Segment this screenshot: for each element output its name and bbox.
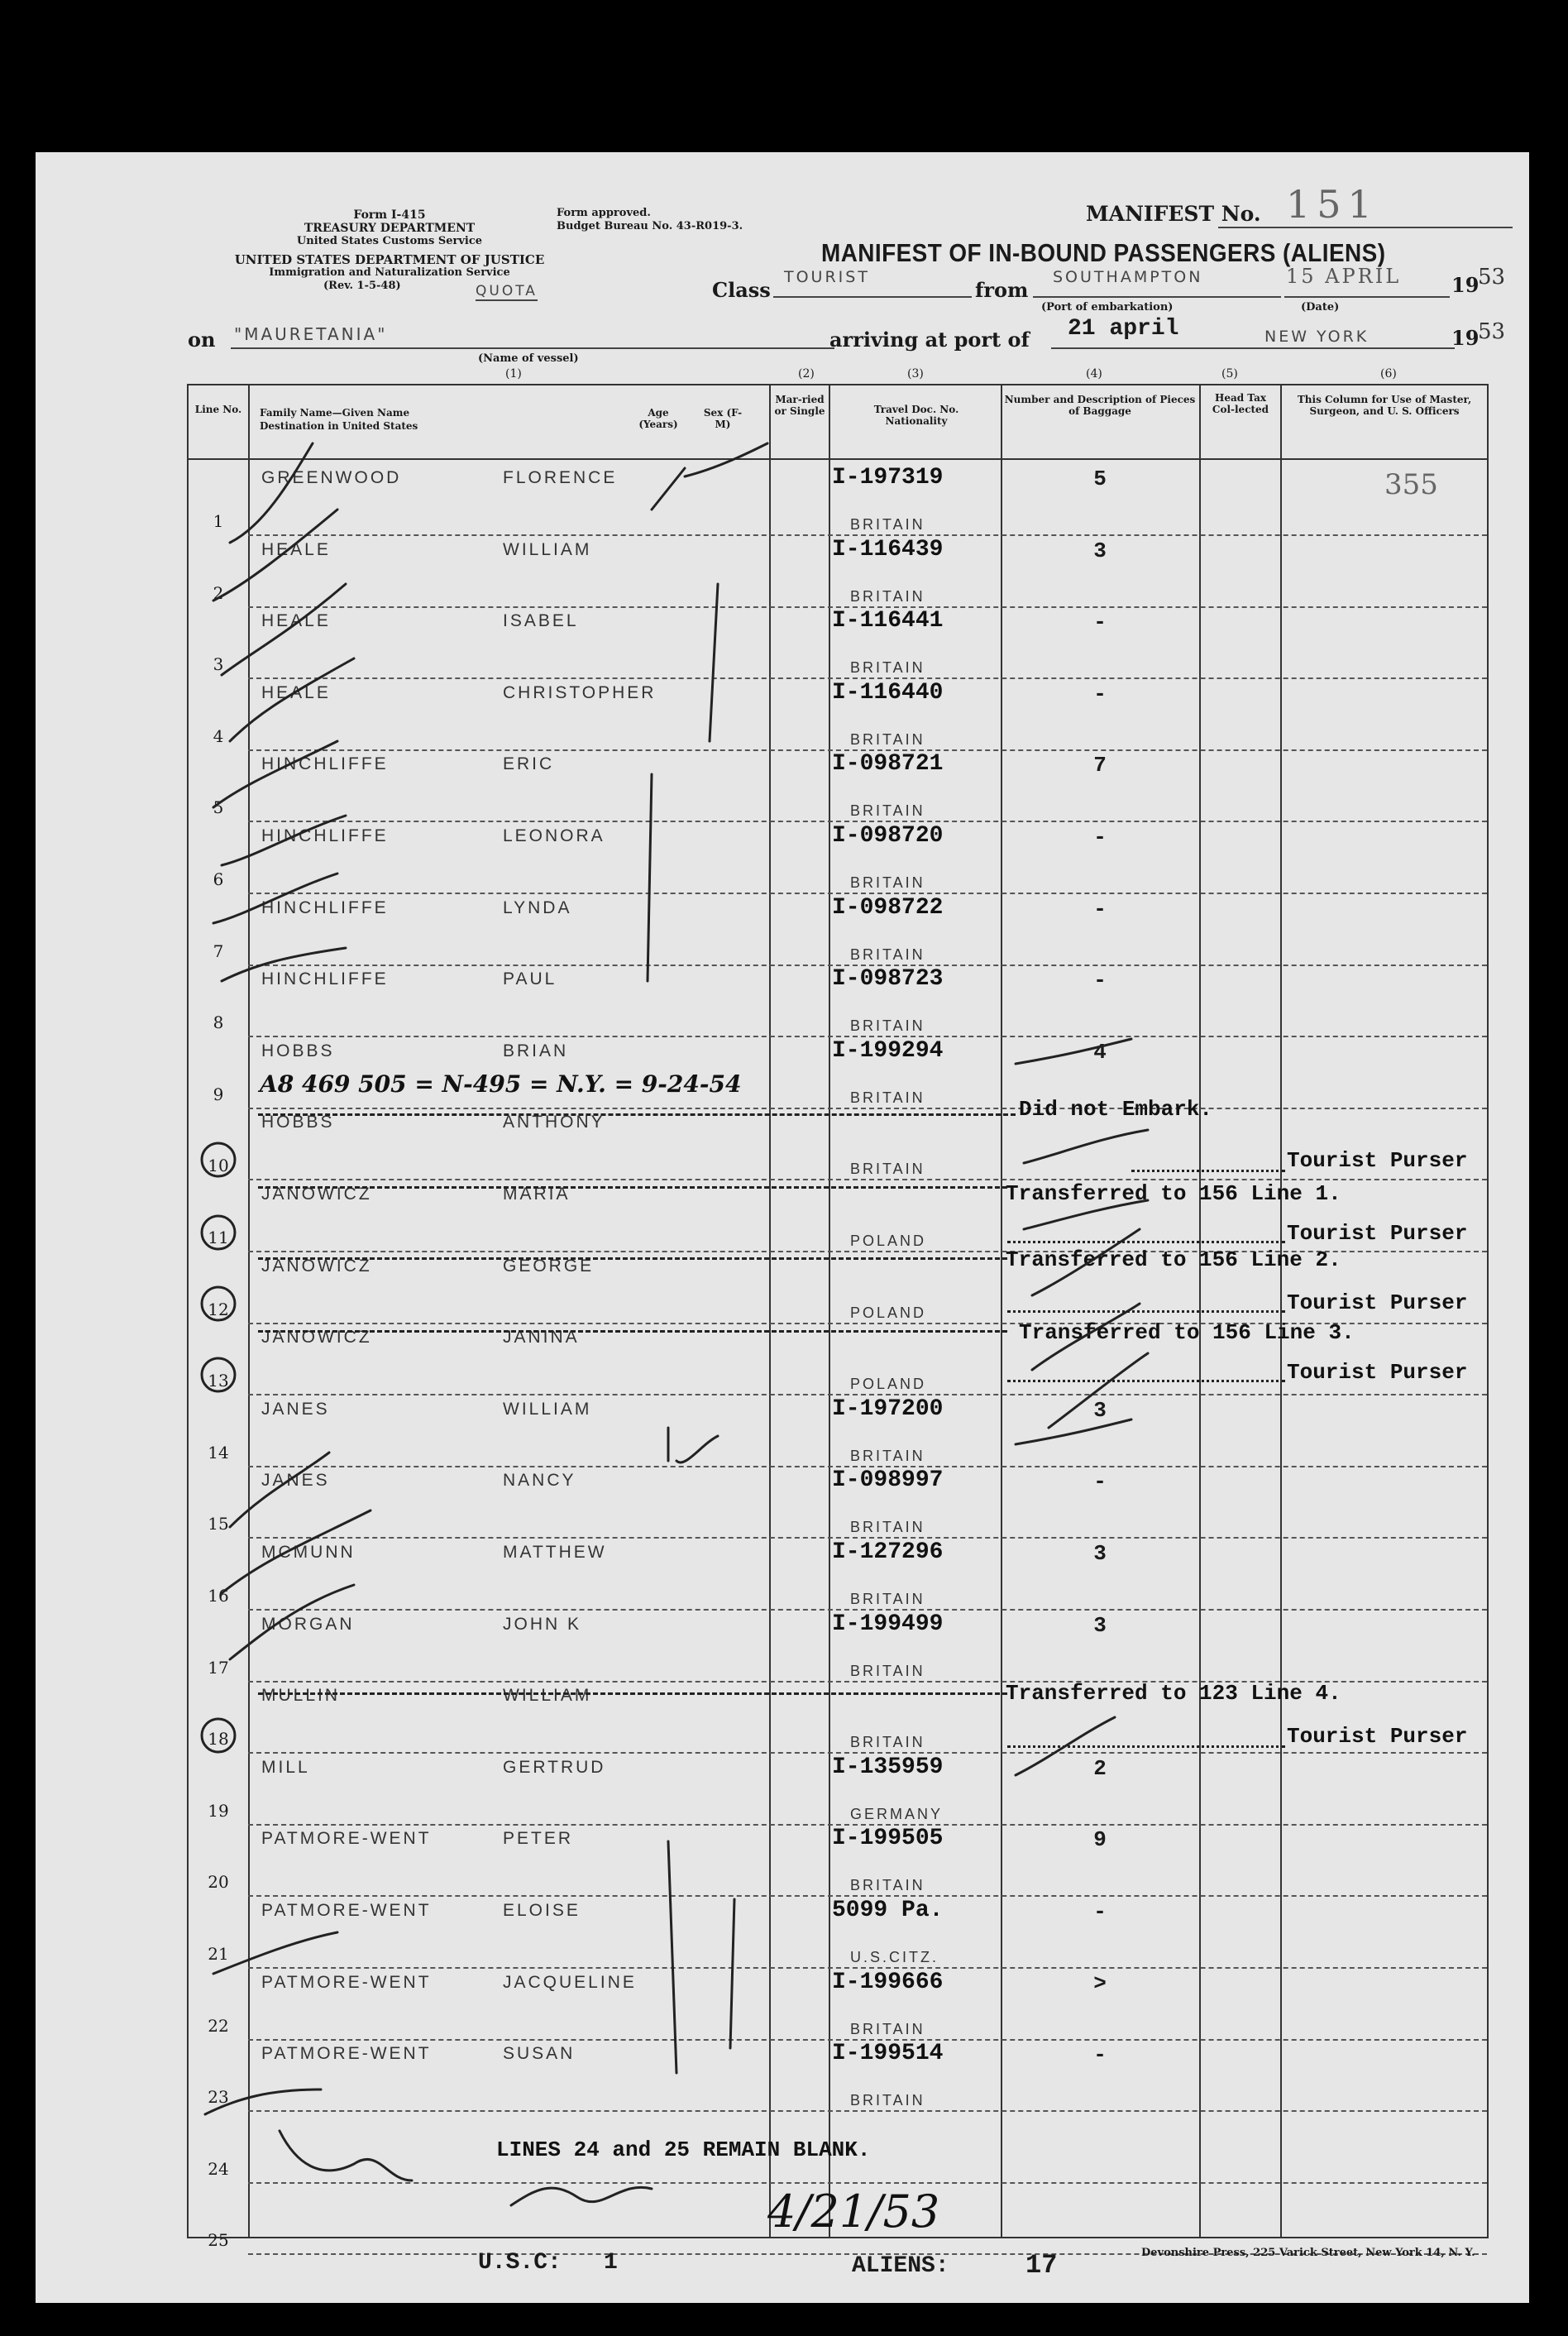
travel-doc-number: I-199514	[832, 2041, 944, 2067]
baggage-count: -	[1093, 825, 1107, 850]
family-name: GREENWOOD	[261, 468, 402, 487]
col-num-5: (5)	[1221, 367, 1238, 381]
baggage-count: 3	[1093, 538, 1107, 563]
given-name: CHRISTOPHER	[503, 682, 657, 702]
handwritten-marks	[189, 385, 1490, 2240]
nationality: POLAND	[850, 1304, 927, 1321]
nationality: BRITAIN	[850, 659, 925, 677]
baggage-count: 3	[1093, 1397, 1107, 1423]
date-year-prefix: 19	[1451, 273, 1480, 297]
transfer-2: Transferred to 156 Line 2.	[1006, 1247, 1341, 1272]
nationality: BRITAIN	[850, 516, 925, 533]
family-name: JANOWICZ	[261, 1185, 372, 1204]
family-name: JANOWICZ	[261, 1328, 372, 1348]
nationality: BRITAIN	[850, 1089, 925, 1106]
nationality: BRITAIN	[850, 874, 925, 891]
nationality: GERMANY	[850, 1805, 944, 1822]
given-name: JANINA	[503, 1328, 580, 1348]
travel-doc-number: I-135959	[832, 1754, 944, 1780]
port-embarkation-caption: (Port of embarkation)	[1041, 301, 1174, 314]
arrival-year: 53	[1478, 319, 1506, 344]
family-name: HINCHLIFFE	[261, 754, 389, 774]
baggage-count: 9	[1093, 1827, 1107, 1853]
aliens-value: 17	[1025, 2250, 1058, 2281]
transfer-3: Transferred to 156 Line 3.	[1019, 1320, 1355, 1345]
line-number: 8	[213, 1012, 224, 1033]
given-name: PAUL	[503, 969, 557, 989]
family-name: HEALE	[261, 682, 331, 702]
nationality: BRITAIN	[850, 1734, 925, 1751]
form-number: Form I-415	[353, 208, 426, 222]
given-name: JACQUELINE	[503, 1972, 637, 1992]
date-line	[1284, 296, 1450, 298]
line-number: 3	[213, 654, 224, 675]
line-number: 5	[213, 797, 224, 818]
family-name: HOBBS	[261, 1041, 335, 1060]
quota-stamp: QUOTA	[476, 283, 538, 299]
nationality: POLAND	[850, 1376, 927, 1393]
travel-doc-number: I-116441	[832, 608, 944, 634]
nationality: BRITAIN	[850, 1017, 925, 1035]
travel-doc-number: 5099 Pa.	[832, 1898, 944, 1923]
family-name: HINCHLIFFE	[261, 826, 389, 845]
line9-note: A8 469 505 = N-495 = N.Y. = 9-24-54	[260, 1070, 742, 1098]
family-name: JANES	[261, 1471, 330, 1491]
given-name: LYNDA	[503, 898, 572, 917]
line-number: 9	[213, 1084, 224, 1104]
travel-doc-number: I-199666	[832, 1969, 944, 1995]
given-name: WILLIAM	[503, 1686, 592, 1706]
customs-service: United States Customs Service	[296, 235, 483, 247]
travel-doc-number: I-098723	[832, 966, 944, 993]
nationality: BRITAIN	[850, 2092, 925, 2109]
family-name: HINCHLIFFE	[261, 969, 389, 989]
passenger-table	[187, 384, 1489, 2251]
arrival-year-prefix: 19	[1451, 326, 1480, 350]
date-value: 15 APRIL	[1286, 265, 1402, 288]
nationality: BRITAIN	[850, 587, 925, 605]
purser-5: Tourist Purser	[1287, 1724, 1468, 1749]
line-number: 19	[208, 1800, 229, 1821]
justice-dept: UNITED STATES DEPARTMENT OF JUSTICE	[234, 252, 545, 267]
travel-doc-number: I-197319	[832, 465, 944, 491]
nationality: BRITAIN	[850, 2020, 925, 2037]
given-name: LEONORA	[503, 826, 605, 845]
line-number: 1	[213, 511, 224, 531]
line-number: 2	[213, 582, 224, 603]
travel-doc-number: I-127296	[832, 1539, 944, 1565]
family-name: JANOWICZ	[261, 1256, 372, 1276]
officer-note: 355	[1384, 468, 1438, 501]
given-name: GEORGE	[503, 1256, 595, 1276]
baggage-count: -	[1093, 681, 1107, 706]
col-num-2: (2)	[798, 367, 815, 381]
manifest-title: MANIFEST OF IN-BOUND PASSENGERS (ALIENS)	[821, 238, 1386, 267]
col-num-1: (1)	[505, 367, 522, 381]
arrival-line	[1051, 347, 1455, 349]
line-number: 6	[213, 869, 224, 889]
baggage-count: -	[1093, 968, 1107, 993]
usc-value: 1	[604, 2250, 618, 2276]
given-name: MARIA	[503, 1185, 571, 1204]
line-number: 15	[208, 1514, 229, 1534]
baggage-count: >	[1093, 1970, 1107, 1996]
family-name: MCMUNN	[261, 1543, 356, 1562]
line-number: 7	[213, 941, 224, 961]
manifest-no-line	[1218, 227, 1513, 228]
baggage-count: -	[1093, 610, 1107, 635]
given-name: ERIC	[503, 754, 555, 774]
line-number: 22	[208, 2015, 229, 2036]
nationality: BRITAIN	[850, 730, 925, 748]
family-name: MULLIN	[261, 1686, 341, 1706]
baggage-count: 2	[1093, 1755, 1107, 1781]
col-head-age: Age (Years)	[638, 407, 678, 430]
travel-doc-number: I-116439	[832, 536, 944, 562]
lines-blank-note: LINES 24 and 25 REMAIN BLANK.	[496, 2137, 871, 2162]
given-name: BRIAN	[503, 1041, 569, 1060]
travel-doc-number: I-098720	[832, 823, 944, 849]
line-number: 23	[208, 2087, 229, 2108]
nationality: BRITAIN	[850, 1877, 925, 1894]
purser-1: Tourist Purser	[1287, 1148, 1468, 1173]
transfer-1: Transferred to 156 Line 1.	[1006, 1181, 1341, 1206]
arrival-date: 21 april	[1068, 316, 1179, 342]
travel-doc-number: I-098722	[832, 894, 944, 921]
baggage-count: -	[1093, 896, 1107, 921]
travel-doc-number: I-098997	[832, 1467, 944, 1494]
line-number: 12	[208, 1299, 229, 1319]
nationality: BRITAIN	[850, 1662, 925, 1679]
line-number: 4	[213, 725, 224, 746]
purser-2: Tourist Purser	[1287, 1221, 1468, 1246]
given-name: GERTRUD	[503, 1757, 606, 1777]
travel-doc-number: I-098721	[832, 751, 944, 778]
baggage-count: 3	[1093, 1612, 1107, 1638]
col-head-family-name: Family Name—Given Name	[260, 407, 410, 419]
line-number: 20	[208, 1872, 229, 1893]
family-name: MILL	[261, 1757, 310, 1777]
given-name: ISABEL	[503, 611, 579, 631]
form-approved: Form approved.	[557, 207, 651, 219]
family-name: PATMORE-WENT	[261, 2044, 432, 2064]
printer-imprint: Devonshire Press, 225 Varick Street, New York 14, N. Y.	[1141, 2247, 1475, 2259]
family-name: HEALE	[261, 539, 331, 559]
arrival-port: NEW YORK	[1264, 328, 1370, 346]
baggage-count: 4	[1093, 1039, 1107, 1065]
baggage-count: -	[1093, 1899, 1107, 1924]
family-name: PATMORE-WENT	[261, 1972, 432, 1992]
col-head-destination: Destination in United States	[260, 420, 418, 432]
col-head-married: Mar-ried or Single	[774, 394, 825, 417]
family-name: HOBBS	[261, 1113, 335, 1132]
col-head-line-no: Line No.	[194, 404, 242, 415]
budget-bureau: Budget Bureau No. 43-R019-3.	[557, 220, 743, 232]
nationality: BRITAIN	[850, 1161, 925, 1178]
given-name: SUSAN	[503, 2044, 576, 2064]
col-head-officers: This Column for Use of Master, Surgeon, and U. S. Officers	[1297, 394, 1472, 417]
col-num-6: (6)	[1380, 367, 1397, 381]
given-name: FLORENCE	[503, 468, 618, 487]
revision: (Rev. 1-5-48)	[323, 280, 401, 292]
given-name: MATTHEW	[503, 1543, 607, 1562]
given-name: PETER	[503, 1829, 574, 1849]
class-value: TOURIST	[784, 268, 870, 286]
manifest-no-label: MANIFEST No.	[1086, 202, 1261, 226]
from-line	[1033, 296, 1281, 298]
family-name: PATMORE-WENT	[261, 1829, 432, 1849]
nationality: U.S.CITZ.	[850, 1949, 939, 1965]
class-line	[773, 296, 972, 298]
transfer-4: Transferred to 123 Line 4.	[1006, 1681, 1341, 1706]
arriving-label: arriving at port of	[829, 328, 1030, 352]
class-label: Class	[712, 278, 771, 302]
vessel-line	[231, 347, 834, 349]
from-value: SOUTHAMPTON	[1053, 268, 1203, 286]
vessel-caption: (Name of vessel)	[478, 352, 579, 365]
date-year: 53	[1478, 265, 1506, 290]
purser-3: Tourist Purser	[1287, 1290, 1468, 1315]
line-number: 25	[208, 2230, 229, 2251]
given-name: WILLIAM	[503, 539, 592, 559]
purser-4: Tourist Purser	[1287, 1360, 1468, 1385]
did-not-embark: Did not Embark.	[1019, 1097, 1213, 1122]
travel-doc-number: I-199294	[832, 1037, 944, 1064]
travel-doc-number: I-199505	[832, 1826, 944, 1852]
signature-date: 4/21/53	[767, 2185, 940, 2238]
given-name: WILLIAM	[503, 1399, 592, 1419]
family-name: HEALE	[261, 611, 331, 631]
line-number: 18	[208, 1729, 229, 1750]
col-head-travel-doc: Travel Doc. No. Nationality	[873, 404, 959, 427]
nationality: BRITAIN	[850, 802, 925, 820]
line-number: 14	[208, 1442, 229, 1462]
family-name: JANES	[261, 1399, 330, 1419]
given-name: NANCY	[503, 1471, 576, 1491]
aliens-label: ALIENS:	[852, 2253, 949, 2279]
usc-label: U.S.C:	[478, 2250, 562, 2276]
line-number: 11	[208, 1228, 229, 1247]
family-name: HINCHLIFFE	[261, 898, 389, 917]
baggage-count: 5	[1093, 467, 1107, 491]
vessel-name: "MAURETANIA"	[234, 324, 388, 344]
line-number: 13	[208, 1371, 229, 1391]
treasury-dept: TREASURY DEPARTMENT	[304, 222, 476, 235]
given-name: ELOISE	[503, 1901, 581, 1920]
travel-doc-number: I-197200	[832, 1395, 944, 1422]
baggage-count: -	[1093, 2042, 1107, 2068]
nationality: BRITAIN	[850, 945, 925, 963]
date-caption: (Date)	[1301, 301, 1340, 314]
col-head-sex: Sex (F-M)	[703, 407, 743, 430]
baggage-count: 7	[1093, 753, 1107, 778]
given-name: ANTHONY	[503, 1113, 605, 1132]
nationality: BRITAIN	[850, 1519, 925, 1536]
line-number: 17	[208, 1657, 229, 1678]
line-number: 24	[208, 2158, 229, 2179]
col-num-3: (3)	[907, 367, 924, 381]
nationality: BRITAIN	[850, 1591, 925, 1607]
nationality: BRITAIN	[850, 1447, 925, 1464]
from-label: from	[975, 278, 1029, 302]
line-number: 16	[208, 1586, 229, 1606]
manifest-no-value: 151	[1286, 182, 1379, 227]
col-head-baggage: Number and Description of Pieces of Baggage	[1004, 394, 1196, 417]
travel-doc-number: I-116440	[832, 679, 944, 706]
baggage-count: -	[1093, 1469, 1107, 1495]
line-number: 10	[208, 1156, 229, 1176]
on-label: on	[188, 328, 216, 352]
travel-doc-number: I-199499	[832, 1611, 944, 1637]
line-number: 21	[208, 1944, 229, 1964]
col-head-head-tax: Head Tax Col-lected	[1212, 392, 1269, 415]
family-name: MORGAN	[261, 1614, 355, 1634]
family-name: PATMORE-WENT	[261, 1901, 432, 1920]
ins-service: Immigration and Naturalization Service	[269, 266, 510, 279]
col-num-4: (4)	[1086, 367, 1102, 381]
given-name: JOHN K	[503, 1614, 582, 1634]
baggage-count: 3	[1093, 1541, 1107, 1566]
nationality: POLAND	[850, 1233, 927, 1249]
